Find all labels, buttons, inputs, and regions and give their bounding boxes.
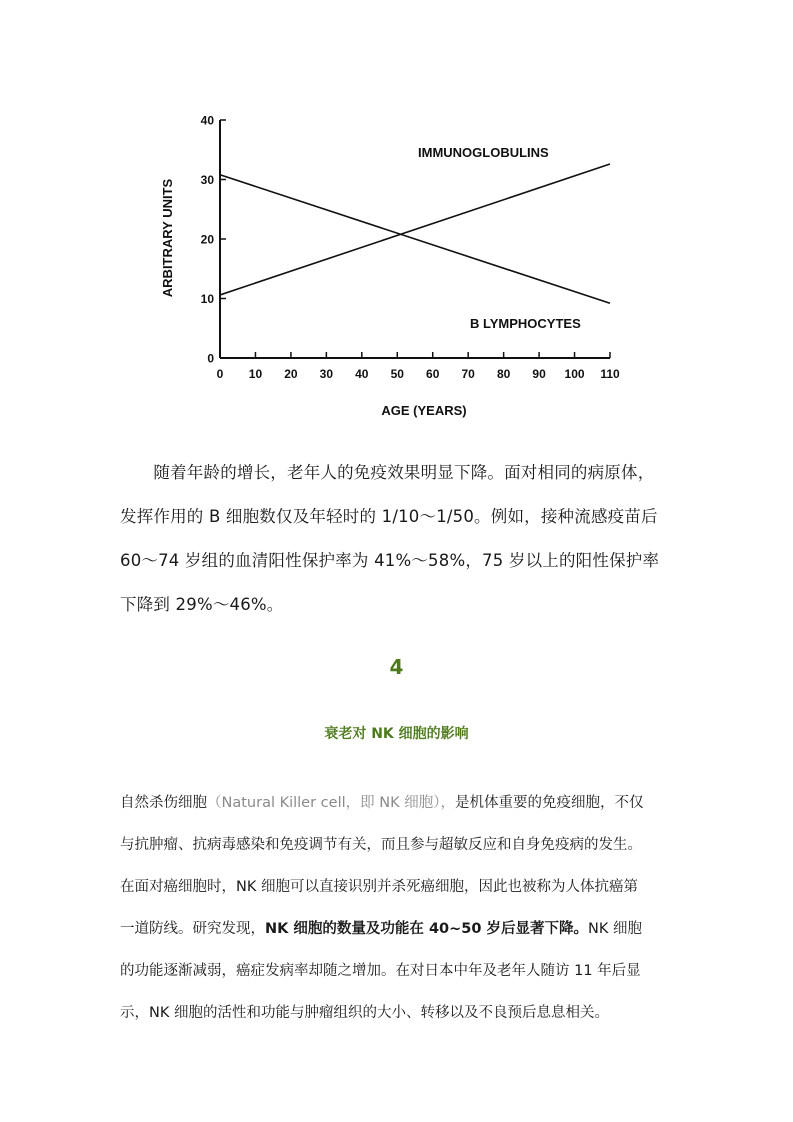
series-label-b-lymphocytes: B LYMPHOCYTES xyxy=(470,316,581,331)
nk-cell-term-note: （Natural Killer cell，即 NK 细胞）， xyxy=(207,795,455,811)
aging-b-cell-paragraph xyxy=(120,451,680,627)
x-axis-ticks xyxy=(217,352,620,381)
chart-series xyxy=(220,164,610,303)
y-tick-label: 20 xyxy=(200,232,214,247)
y-axis-label: ARBITRARY UNITS xyxy=(160,178,175,298)
section-title: 衰老对 NK 细胞的影响 xyxy=(324,726,469,742)
paragraph-line: 示，NK 细胞的活性和功能与肿瘤组织的大小、转移以及不良预后息息相关。 xyxy=(120,1005,609,1021)
x-tick-label: 100 xyxy=(564,367,585,381)
y-tick-label: 30 xyxy=(200,173,214,187)
paragraph-line: 随着年龄的增长，老年人的免疫效果明显下降。面对相同的病原体， xyxy=(153,463,655,482)
x-tick-label: 0 xyxy=(216,367,224,381)
x-tick-label: 30 xyxy=(319,367,334,381)
y-tick-label: 10 xyxy=(200,292,214,306)
x-tick-label: 20 xyxy=(284,367,298,381)
y-tick-label: 40 xyxy=(200,113,214,128)
x-tick-label: 60 xyxy=(426,367,440,381)
x-tick-label: 10 xyxy=(248,367,263,381)
paragraph-line: 在面对癌细胞时，NK 细胞可以直接识别并杀死癌细胞，因此也被称为人体抗癌第 xyxy=(120,879,638,895)
paragraph-line: 一道防线。研究发现，NK 细胞的数量及功能在 40~50 岁后显著下降。NK 细胞 xyxy=(120,921,642,937)
x-tick-label: 50 xyxy=(390,367,404,381)
x-tick-label: 90 xyxy=(532,367,546,381)
y-axis-ticks xyxy=(201,114,226,366)
nk-cell-paragraph xyxy=(120,782,680,1034)
paragraph-line: 60～74 岁组的血清阳性保护率为 41%～58%，75 岁以上的阳性保护率 xyxy=(120,551,660,570)
paragraph-line: 自然杀伤细胞（Natural Killer cell，即 NK 细胞），是机体重要的免疫细胞，不仅 xyxy=(120,795,644,811)
y-tick-label: 0 xyxy=(207,351,214,366)
x-tick-label: 110 xyxy=(600,367,620,381)
age-immunity-line-chart xyxy=(150,100,630,430)
b-lymphocytes-line xyxy=(220,175,610,304)
x-tick-label: 80 xyxy=(496,367,511,381)
immunoglobulins-line xyxy=(220,164,610,295)
paragraph-line: 的功能逐渐减弱，癌症发病率却随之增加。在对日本中年及老年人随访 11 年后显 xyxy=(120,963,641,979)
paragraph-line: 与抗肿瘤、抗病毒感染和免疫调节有关，而且参与超敏反应和自身免疫病的发生。 xyxy=(120,837,642,853)
section-number: 4 xyxy=(389,655,404,679)
x-tick-label: 40 xyxy=(355,367,369,381)
paragraph-line: 下降到 29%～46%。 xyxy=(120,595,284,614)
paragraph-line: 发挥作用的 B 细胞数仅及年轻时的 1/10～1/50。例如，接种流感疫苗后 xyxy=(120,507,658,526)
key-finding-text: NK 细胞的数量及功能在 40~50 岁后显著下降。 xyxy=(265,921,589,937)
x-axis-label: AGE (YEARS) xyxy=(381,403,467,418)
series-label-immunoglobulins: IMMUNOGLOBULINS xyxy=(418,145,549,160)
x-tick-label: 70 xyxy=(461,367,475,381)
